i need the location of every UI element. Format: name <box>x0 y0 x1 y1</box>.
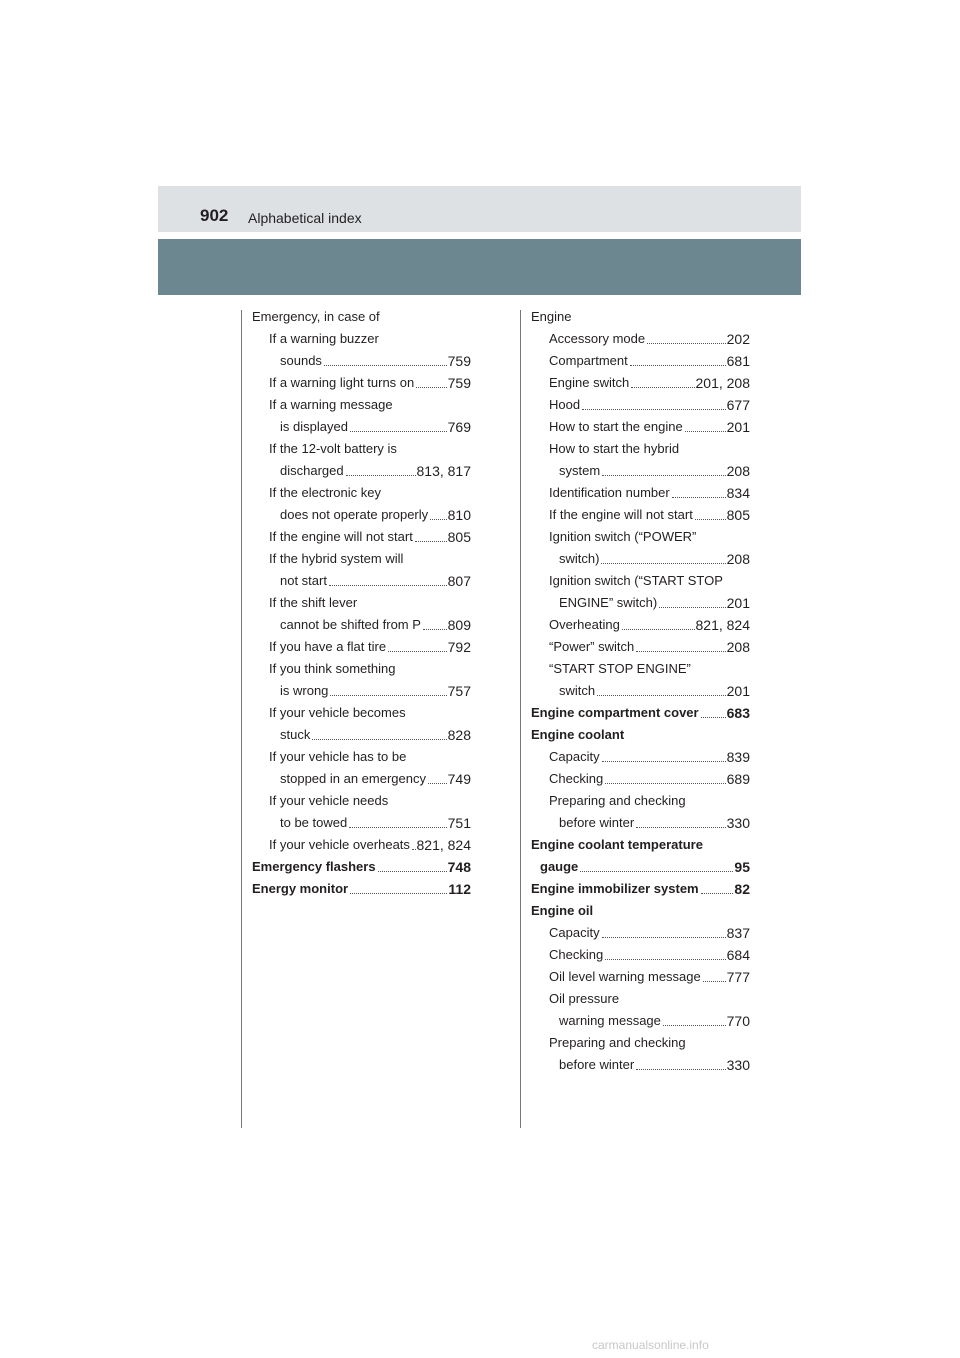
index-entry: stuck 828 <box>280 727 471 743</box>
index-subentry: Ignition switch (“POWER” <box>549 529 697 544</box>
index-subentry: If your vehicle has to be <box>269 749 407 764</box>
index-entry: before winter 330 <box>559 1057 750 1073</box>
index-entry: “Power” switch 208 <box>549 639 750 655</box>
index-subentry: If you think something <box>269 661 396 676</box>
index-subentry: If the hybrid system will <box>269 551 404 566</box>
index-subentry: “START STOP ENGINE” <box>549 661 691 676</box>
index-entry: If you have a flat tire 792 <box>269 639 471 655</box>
index-subentry: If a warning buzzer <box>269 331 379 346</box>
index-entry: Capacity 837 <box>549 925 750 941</box>
index-entry: sounds 759 <box>280 353 471 369</box>
index-entry: warning message 770 <box>559 1013 750 1029</box>
index-entry: Overheating 821, 824 <box>549 617 750 633</box>
index-entry: not start 807 <box>280 573 471 589</box>
index-entry: switch) 208 <box>559 551 750 567</box>
index-heading: Engine coolant temperature <box>531 837 703 852</box>
index-entry: is displayed 769 <box>280 419 471 435</box>
index-entry: discharged 813, 817 <box>280 463 471 479</box>
index-entry: If the engine will not start 805 <box>269 529 471 545</box>
index-entry: stopped in an emergency 749 <box>280 771 471 787</box>
index-entry: If a warning light turns on 759 <box>269 375 471 391</box>
page-title: Alphabetical index <box>248 210 362 226</box>
index-entry: Capacity 839 <box>549 749 750 765</box>
index-entry: Energy monitor 112 <box>252 881 471 897</box>
index-subentry: If a warning message <box>269 397 393 412</box>
page-number: 902 <box>200 206 229 225</box>
index-subentry: Preparing and checking <box>549 793 686 808</box>
index-entry: Checking 689 <box>549 771 750 787</box>
index-subentry: Ignition switch (“START STOP <box>549 573 723 588</box>
left-column-rule <box>241 310 242 1128</box>
index-entry: is wrong 757 <box>280 683 471 699</box>
index-entry: does not operate properly 810 <box>280 507 471 523</box>
index-entry: Engine compartment cover 683 <box>531 705 750 721</box>
index-subentry: If your vehicle needs <box>269 793 389 808</box>
index-subentry: How to start the hybrid <box>549 441 680 456</box>
index-subentry: Preparing and checking <box>549 1035 686 1050</box>
index-entry: How to start the engine 201 <box>549 419 750 435</box>
index-subentry: If your vehicle becomes <box>269 705 406 720</box>
index-heading: Engine oil <box>531 903 594 918</box>
index-entry: If your vehicle overheats 821, 824 <box>269 837 471 853</box>
index-subentry: If the electronic key <box>269 485 381 500</box>
index-entry: Oil level warning message 777 <box>549 969 750 985</box>
index-entry: Identification number 834 <box>549 485 750 501</box>
index-entry: to be towed 751 <box>280 815 471 831</box>
index-entry: Engine immobilizer system 82 <box>531 881 750 897</box>
index-subentry: Oil pressure <box>549 991 620 1006</box>
index-heading: Emergency, in case of <box>252 309 380 324</box>
index-heading: Engine coolant <box>531 727 625 742</box>
index-entry: ENGINE” switch) 201 <box>559 595 750 611</box>
index-entry: switch 201 <box>559 683 750 699</box>
header-band <box>158 239 801 295</box>
index-entry: Checking 684 <box>549 947 750 963</box>
index-entry: Accessory mode 202 <box>549 331 750 347</box>
index-entry: gauge 95 <box>540 859 750 875</box>
index-entry: If the engine will not start 805 <box>549 507 750 523</box>
index-subentry: If the 12-volt battery is <box>269 441 397 456</box>
index-entry: before winter 330 <box>559 815 750 831</box>
index-entry: system 208 <box>559 463 750 479</box>
index-entry: cannot be shifted from P 809 <box>280 617 471 633</box>
index-entry: Compartment 681 <box>549 353 750 369</box>
watermark: carmanualsonline.info <box>592 1338 709 1352</box>
right-column-rule <box>520 310 521 1128</box>
index-entry: Hood 677 <box>549 397 750 413</box>
index-entry: Emergency flashers 748 <box>252 859 471 875</box>
index-subentry: If the shift lever <box>269 595 358 610</box>
index-heading: Engine <box>531 309 572 324</box>
index-entry: Engine switch 201, 208 <box>549 375 750 391</box>
